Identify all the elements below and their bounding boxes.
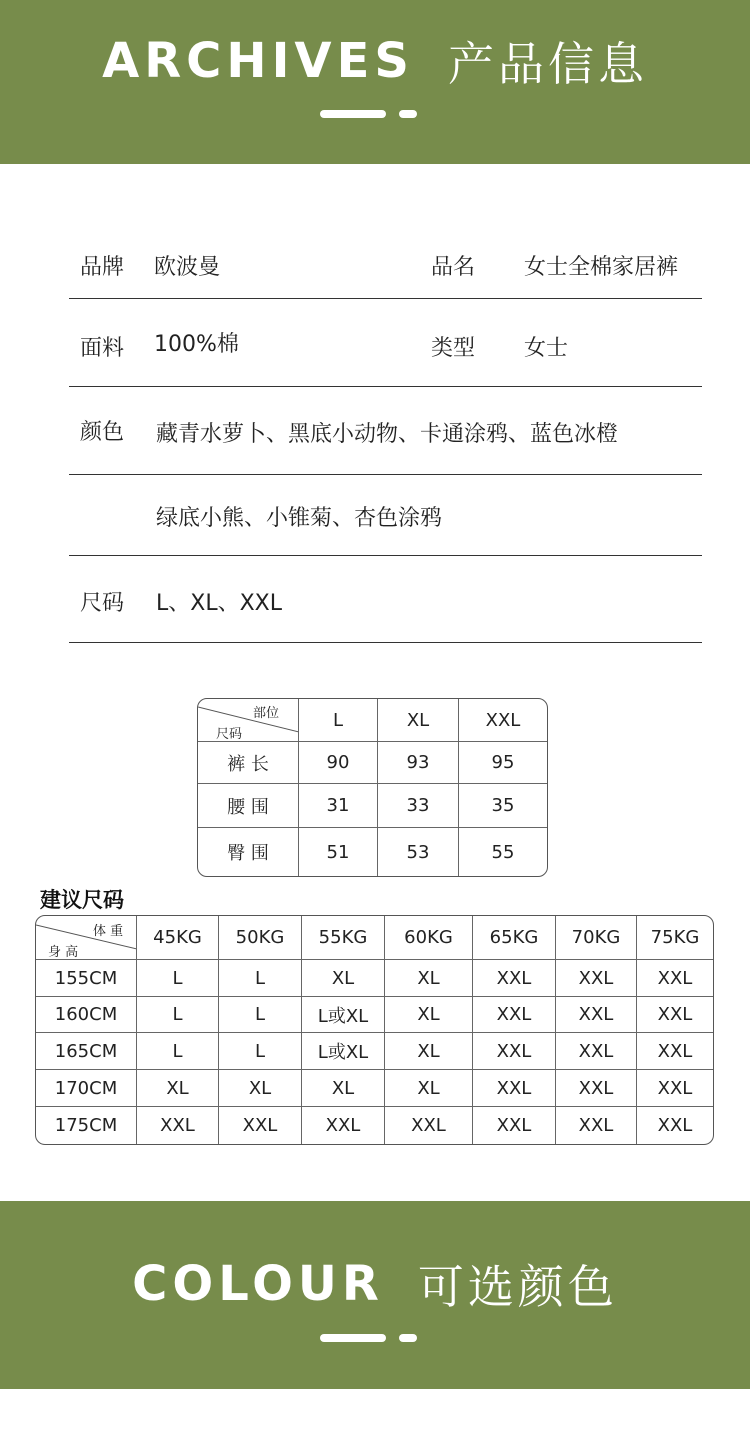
table-cell: XXL (473, 960, 556, 997)
fabric-label: 面料 (80, 336, 125, 361)
table-row (36, 1107, 713, 1144)
height-label: 175CM (36, 1107, 137, 1144)
table-cell: XXL (556, 1070, 637, 1107)
weight-header: 75KG (637, 916, 713, 960)
size-header: XL (378, 699, 459, 742)
table-cell: 95 (459, 742, 547, 784)
weight-header: 45KG (137, 916, 219, 960)
table-cell: L (137, 1033, 219, 1070)
table-cell: XXL (637, 997, 713, 1033)
table-cell: 55 (491, 841, 515, 863)
weight-header: 65KG (473, 916, 556, 960)
table-cell: XXL (556, 997, 637, 1033)
table-cell: XL (137, 1070, 219, 1107)
colour-title-en: COLOUR (132, 1256, 384, 1312)
size-label: 尺码 (80, 591, 125, 616)
table-cell: L (219, 997, 302, 1033)
measure-corner-cell (198, 699, 299, 742)
table-cell: L或XL (302, 997, 385, 1033)
name-value: 女士全棉家居裤 (524, 255, 679, 280)
size-header: XXL (459, 699, 547, 742)
size-value: L、XL、XXL (156, 591, 282, 616)
table-cell: XXL (473, 997, 556, 1033)
decor-dash-short (399, 1334, 417, 1342)
table-cell: XL (385, 960, 473, 997)
table-cell: XL (302, 960, 385, 997)
table-cell: 93 (378, 742, 459, 784)
table-cell: 33 (378, 784, 459, 828)
colour-banner (0, 1201, 750, 1389)
suggest-size-heading: 建议尺码 (40, 888, 124, 912)
table-cell: XXL (556, 1033, 637, 1070)
color-label: 颜色 (80, 420, 125, 445)
colour-title (0, 1251, 750, 1317)
table-cell: XXL (219, 1107, 302, 1144)
measure-table (197, 698, 548, 877)
color-value-line1: 藏青水萝卜、黑底小动物、卡通涂鸦、蓝色冰橙 (156, 422, 619, 447)
table-cell: XXL (657, 1115, 693, 1136)
table-cell: XL (219, 1070, 302, 1107)
brand-label: 品牌 (80, 255, 125, 280)
weight-header: 60KG (385, 916, 473, 960)
table-row (36, 997, 713, 1033)
height-label: 155CM (36, 960, 137, 997)
corner-bottom-label: 尺码 (216, 727, 243, 742)
measure-header-row (198, 699, 547, 742)
suggest-header-row (36, 916, 713, 960)
archives-title (0, 28, 750, 94)
weight-header: 70KG (556, 916, 637, 960)
table-cell: L (219, 960, 302, 997)
table-cell: 53 (378, 828, 459, 876)
table-row (36, 1070, 713, 1107)
color-value-line2: 绿底小熊、小锥菊、杏色涂鸦 (156, 506, 443, 531)
corner-bottom-label: 身 高 (48, 945, 79, 960)
archives-banner (0, 0, 750, 164)
divider (69, 555, 702, 556)
height-label: 160CM (36, 997, 137, 1033)
table-cell: XL (302, 1070, 385, 1107)
table-cell: XXL (137, 1107, 219, 1144)
type-label: 类型 (431, 336, 476, 361)
table-cell: 35 (459, 784, 547, 828)
table-cell: 90 (299, 742, 378, 784)
table-cell: XL (385, 997, 473, 1033)
table-cell: XL (385, 1033, 473, 1070)
table-cell: XXL (473, 1107, 556, 1144)
archives-title-cn: 产品信息 (447, 37, 648, 91)
divider (69, 386, 702, 387)
table-row (36, 1033, 713, 1070)
name-label: 品名 (431, 255, 476, 280)
table-cell: 51 (299, 828, 378, 876)
divider (69, 298, 702, 299)
decor-dash-long (320, 1334, 386, 1342)
table-cell: L (137, 960, 219, 997)
row-label: 裤 长 (198, 742, 299, 784)
type-value: 女士 (524, 336, 569, 361)
decor-dash-short (399, 110, 417, 118)
table-cell: XXL (473, 1070, 556, 1107)
table-cell: XXL (473, 1033, 556, 1070)
table-cell: XXL (637, 1033, 713, 1070)
table-row (36, 960, 713, 997)
colour-title-cn: 可选颜色 (417, 1260, 618, 1314)
height-label: 170CM (36, 1070, 137, 1107)
suggest-table (35, 915, 714, 1145)
brand-value: 欧波曼 (154, 255, 221, 280)
row-label: 臀 围 (198, 828, 299, 876)
row-label: 腰 围 (198, 784, 299, 828)
table-cell: XL (385, 1070, 473, 1107)
table-cell: XXL (556, 960, 637, 997)
table-row (198, 828, 547, 876)
fabric-value: 100%棉 (154, 332, 239, 357)
decor-dash-long (320, 110, 386, 118)
table-cell: L或XL (302, 1033, 385, 1070)
table-cell: XXL (385, 1107, 473, 1144)
corner-top-label: 部位 (253, 706, 280, 721)
table-row (198, 742, 547, 784)
weight-header: 55KG (302, 916, 385, 960)
divider (69, 474, 702, 475)
table-row (198, 784, 547, 828)
table-cell: L (219, 1033, 302, 1070)
size-header: L (299, 699, 378, 742)
suggest-corner-cell (36, 916, 137, 960)
diagonal-line (198, 699, 299, 742)
table-cell: L (137, 997, 219, 1033)
weight-header: 50KG (219, 916, 302, 960)
corner-top-label: 体 重 (93, 924, 124, 939)
table-cell: XXL (556, 1107, 637, 1144)
divider (69, 642, 702, 643)
height-label: 165CM (36, 1033, 137, 1070)
table-cell: 31 (299, 784, 378, 828)
archives-title-en: ARCHIVES (102, 33, 414, 89)
table-cell: XXL (302, 1107, 385, 1144)
table-cell: XXL (637, 1070, 713, 1107)
table-cell: XXL (637, 960, 713, 997)
